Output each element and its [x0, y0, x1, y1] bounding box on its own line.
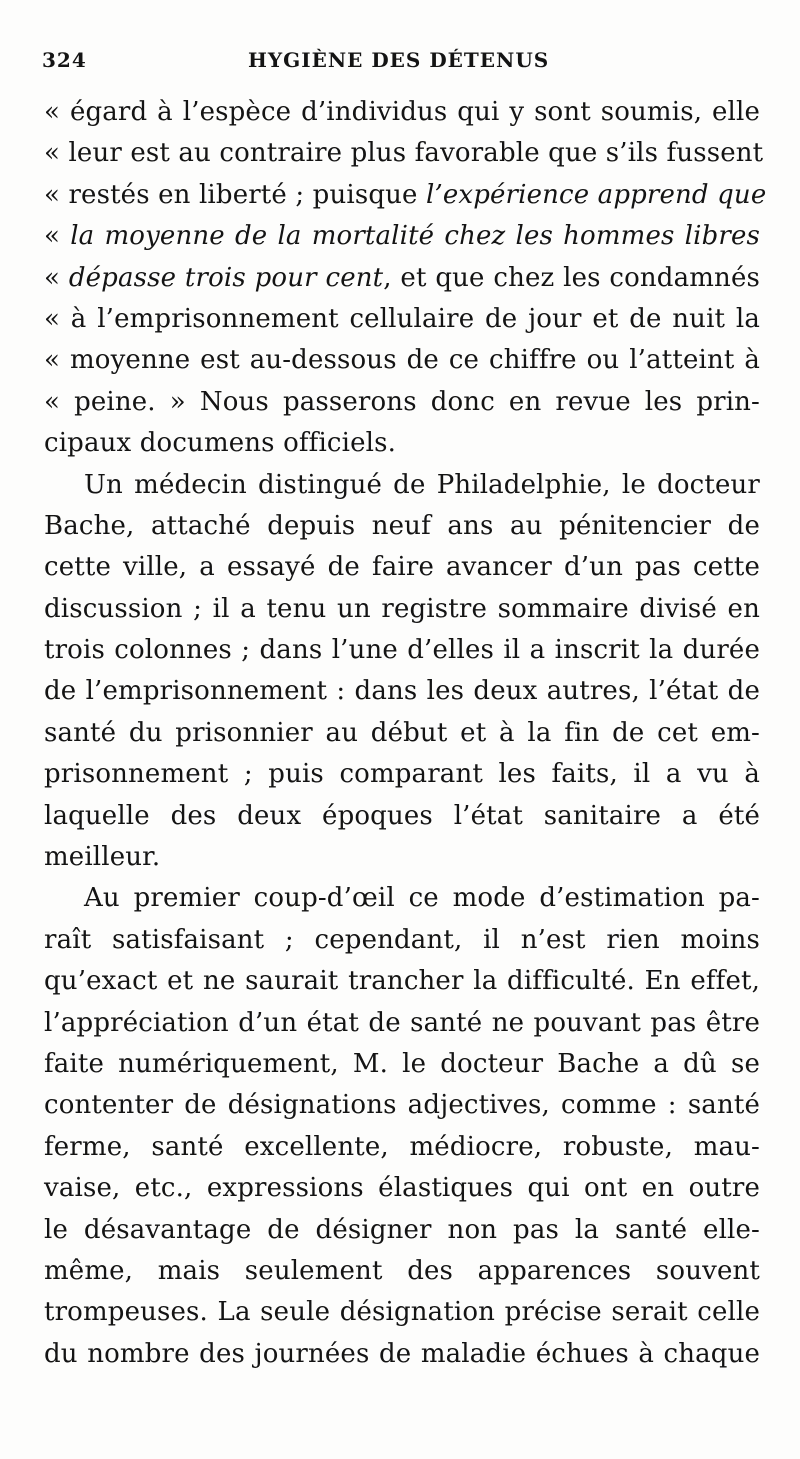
text-segment: « restés en liberté ; puisque	[44, 179, 426, 210]
text-line: contenter de désignations adjectives, comme : santé	[44, 1090, 760, 1121]
text-line: prisonnement ; puis comparant les faits, il a vu à	[44, 759, 760, 790]
text-line: « à l’emprisonnement cellulaire de jour et de nuit la	[44, 303, 760, 334]
text-line: vaise, etc., expressions élastiques qui ont en outre	[44, 1173, 760, 1204]
italic-segment: la moyenne de la mortalité chez les hommes libres	[70, 221, 760, 252]
body-text	[44, 92, 767, 1375]
text-line: du nombre des journées de maladie échues à chaque	[44, 1338, 760, 1369]
text-line	[44, 216, 760, 257]
text-line: de l’emprisonnement : dans les deux autres, l’état de	[44, 676, 760, 707]
page-header	[42, 42, 562, 78]
text-line	[44, 175, 767, 216]
text-line: qu’exact et ne saurait trancher la difficulté. En effet,	[44, 966, 760, 997]
text-line: cipaux documens officiels.	[44, 428, 396, 459]
text-line	[44, 258, 760, 299]
text-line: discussion ; il a tenu un registre sommaire divisé en	[44, 593, 760, 624]
paragraph-first-line: Au premier coup-d’œil ce mode d’estimation pa-	[84, 883, 760, 914]
text-line: « peine. » Nous passerons donc en revue les prin-	[44, 386, 760, 417]
text-line: l’appréciation d’un état de santé ne pouvant pas être	[44, 1007, 760, 1038]
text-line: « égard à l’espèce d’individus qui y sont soumis, elle	[44, 97, 760, 127]
page-number: 324	[42, 48, 87, 72]
text-line: trompeuses. La seule désignation précise serait celle	[44, 1297, 760, 1328]
text-line: le désavantage de désigner non pas la santé elle-	[44, 1214, 760, 1245]
text-line: faite numériquement, M. le docteur Bache a dû se	[44, 1048, 760, 1079]
text-line: « moyenne est au-dessous de ce chiffre ou l’atteint à	[44, 345, 760, 376]
text-segment: «	[44, 221, 71, 252]
text-line: même, mais seulement des apparences souvent	[44, 1255, 760, 1286]
text-line: santé du prisonnier au début et à la fin de cet em-	[44, 717, 760, 748]
text-segment: «	[44, 262, 69, 293]
text-line: « leur est au contraire plus favorable que s’ils fussent	[44, 138, 764, 169]
text-line: laquelle des deux époques l’état sanitaire a été	[44, 800, 760, 831]
text-line: Bache, attaché depuis neuf ans au pénitencier de	[44, 510, 760, 541]
text-line: cette ville, a essayé de faire avancer d’un pas cette	[44, 552, 760, 583]
text-segment: , et que chez les condamnés	[383, 262, 760, 293]
text-line: meilleur.	[44, 842, 161, 873]
text-line: ferme, santé excellente, médiocre, robuste, mau-	[44, 1131, 760, 1162]
text-line: raît satisfaisant ; cependant, il n’est rien moins	[44, 924, 760, 955]
italic-segment: l’expérience apprend que	[425, 179, 767, 210]
running-title: HYGIÈNE DES DÉTENUS	[248, 48, 550, 72]
paragraph-first-line: Un médecin distingué de Philadelphie, le docteur	[84, 469, 760, 500]
text-line: trois colonnes ; dans l’une d’elles il a inscrit la durée	[44, 635, 760, 666]
italic-segment: dépasse trois pour cent	[68, 262, 384, 293]
